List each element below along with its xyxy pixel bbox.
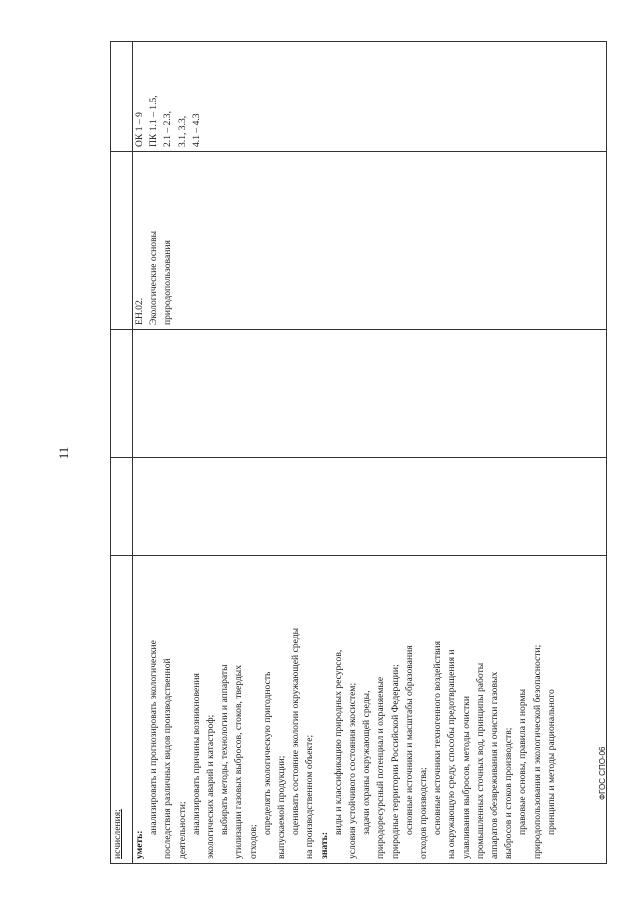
content-line: промышленных сточных вод, принципы работы: [474, 662, 486, 859]
section-heading: уметь:: [134, 830, 145, 859]
cell-hours-top: [111, 458, 133, 556]
content-line: аппаратов обезвреживания и очистки газовых: [489, 671, 501, 859]
content-line: утилизации газовых выбросов, стоков, твердых: [233, 665, 245, 859]
competency-line: 2.1 – 2.3,: [162, 111, 174, 147]
content-line: принципы и методы рационального: [545, 689, 557, 835]
content-line: определять экологическую пригодность: [261, 671, 273, 835]
discipline-name-2: природопользования: [162, 240, 174, 325]
content-line: основные источники и масштабы образования: [403, 645, 415, 835]
cell-hours2-top: [111, 330, 133, 458]
content-line: последствия различных видов производственной: [162, 658, 174, 859]
content-line: выбросов и стоков производств;: [503, 727, 515, 859]
content-line: экологических аварий и катастроф;: [205, 714, 217, 859]
discipline-name-1: Экологические основы: [148, 230, 160, 325]
footer-code: ФГОС СПО-06: [598, 746, 607, 800]
section-heading: знать:: [318, 832, 330, 859]
content-line: выбирать методы, технологии и аппараты: [219, 664, 231, 835]
competency-line: 3.1, 3.3,: [176, 115, 188, 147]
cell-competencies: [133, 42, 607, 152]
cell-discipline: [133, 152, 607, 330]
cell-competency-top: [111, 42, 133, 152]
content-line: анализировать и прогнозировать экологические: [148, 640, 160, 835]
cell-hours: [133, 458, 607, 556]
cell-content: [133, 556, 607, 864]
content-line: отходов;: [247, 824, 259, 859]
competency-line: ПК 1.1 – 1.5,: [148, 95, 160, 147]
page-number: 11: [56, 446, 71, 460]
discipline-code: ЕН.02.: [134, 297, 145, 325]
content-line: основные источники техногенного воздействия: [432, 640, 444, 835]
content-line: природопользования и экологической безопасности;: [531, 644, 543, 859]
content-line: задачи охраны окружающей среды,: [361, 690, 373, 835]
content-line: на производственном объекте;: [304, 734, 316, 859]
cell-content-top: [111, 556, 133, 864]
content-line: отходов производства;: [418, 767, 430, 859]
content-line: анализировать причины возникновения: [190, 673, 202, 835]
cell-code-top: [111, 152, 133, 330]
table-row-header: [111, 42, 133, 864]
table-row: [133, 42, 607, 864]
content-line: улавливания выбросов, методы очистки: [460, 696, 472, 859]
content-line: на окружающую среду, способы предотвращения и: [446, 649, 458, 859]
carryover-text: исчисления;: [112, 809, 123, 859]
curriculum-table: [110, 41, 607, 864]
content-line: выпускаемой продукции;: [276, 755, 288, 859]
competency-line: 4.1 – 4.3: [190, 113, 202, 147]
cell-hours2: [133, 330, 607, 458]
content-line: условия устойчивого состояния экосистем;: [347, 682, 359, 859]
content-line: природные территории Российской Федерации;: [389, 664, 401, 859]
content-line: оценивать состояние экологии окружающей среды: [290, 627, 302, 835]
content-line: виды и классификацию природных ресурсов,: [332, 649, 344, 835]
content-line: деятельности;: [176, 801, 188, 859]
content-line: природоресурсный потенциал и охраняемые: [375, 676, 387, 859]
curriculum-table-rotated: [110, 42, 606, 864]
competency-line: ОК 1 – 9: [134, 112, 145, 147]
content-line: правовые основы, правила и нормы: [517, 688, 529, 835]
